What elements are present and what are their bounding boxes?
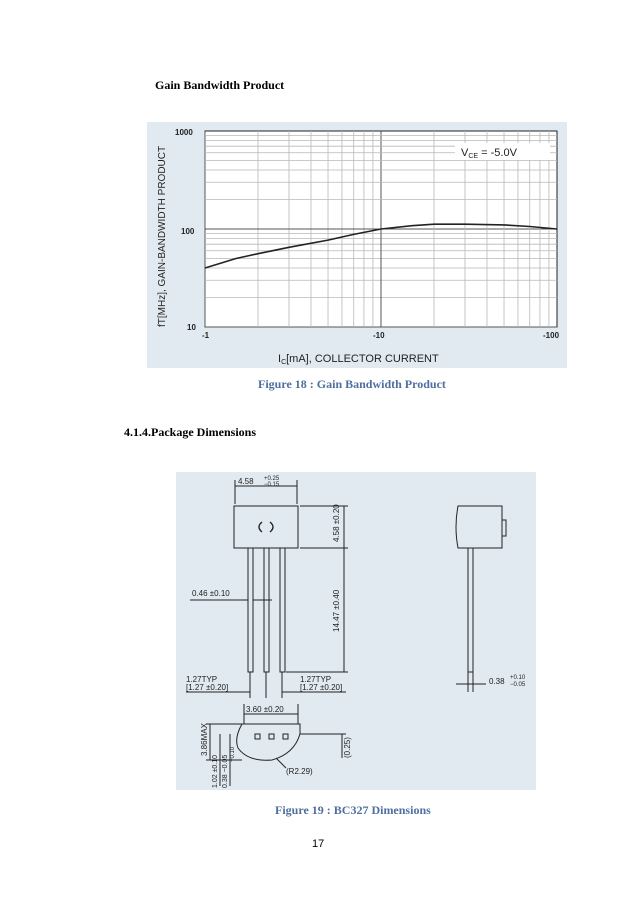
dim-bottom-width: 3.60 ±0.20 (246, 705, 284, 714)
x-tick-label: -100 (543, 331, 560, 340)
dim-body-height: 4.58 ±0.20 (332, 504, 341, 542)
dim-side-thickness: 0.38 (489, 677, 505, 686)
y-axis-label: fT[MHz], GAIN-BANDWIDTH PRODUCT (157, 145, 168, 327)
bottom-lead (269, 734, 274, 739)
lead-left (248, 548, 253, 672)
dim-height-max: 3.86MAX (200, 723, 209, 756)
x-tick-label: -10 (373, 331, 385, 340)
side-view-body (456, 506, 502, 548)
dim-lead-length: 14.47 ±0.40 (332, 589, 341, 632)
dim-1-02: 1.02 ±0.10 (212, 754, 219, 788)
lead-middle (264, 548, 269, 672)
x-tick-label: -1 (202, 331, 210, 340)
y-tick-label: 10 (187, 323, 196, 332)
figure-18-caption: Figure 18 : Gain Bandwidth Product (258, 377, 446, 391)
figure-19-caption: Figure 19 : BC327 Dimensions (275, 803, 431, 817)
dim-radius: (R2.29) (286, 767, 313, 776)
side-view-tab (502, 520, 506, 536)
y-tick-label: 1000 (175, 128, 193, 137)
section-heading-package-dimensions: 4.1.4.Package Dimensions (124, 425, 256, 439)
dim-top-width-tol-minus: −0.15 (264, 482, 280, 488)
x-axis-label: IC[mA], COLLECTOR CURRENT (278, 353, 439, 366)
dim-side-tol-minus: −0.05 (510, 682, 526, 688)
y-tick-label: 100 (181, 227, 195, 236)
bottom-lead (283, 734, 288, 739)
dim-0-25: (0.25) (343, 737, 352, 758)
bottom-lead (255, 734, 260, 739)
dim-top-width: 4.58 (238, 477, 254, 486)
dim-lead-width: 0.46 ±0.10 (192, 589, 230, 598)
dim-pitch-left-typ: 1.27TYP (186, 675, 218, 684)
section-heading-gain-bandwidth: Gain Bandwidth Product (155, 78, 285, 92)
gain-bandwidth-chart (147, 122, 567, 368)
side-view-lead (468, 548, 473, 672)
dim-side-tol-plus: +0.10 (510, 675, 526, 681)
transistor-body (234, 506, 298, 548)
lead-right (280, 548, 285, 672)
dimension-drawing-svg (176, 472, 536, 790)
bc327-dimension-drawing (176, 472, 536, 790)
dim-pitch-right-range: [1.27 ±0.20] (300, 683, 343, 692)
gain-bandwidth-chart-svg (147, 122, 567, 368)
dim-0-38: 0.38 −0.05 (222, 754, 229, 788)
vce-annotation: VCE = -5.0V (461, 147, 517, 160)
dim-pitch-left-range: [1.27 ±0.20] (186, 683, 229, 692)
dim-top-width-tol-plus: +0.25 (264, 476, 280, 482)
dim-0-38-tol: +0.10 (230, 746, 236, 762)
page-number: 17 (312, 838, 325, 850)
body-marking (259, 522, 273, 532)
leader-line (276, 758, 286, 768)
dim-pitch-right-typ: 1.27TYP (300, 675, 332, 684)
bottom-view-outline (237, 724, 300, 760)
